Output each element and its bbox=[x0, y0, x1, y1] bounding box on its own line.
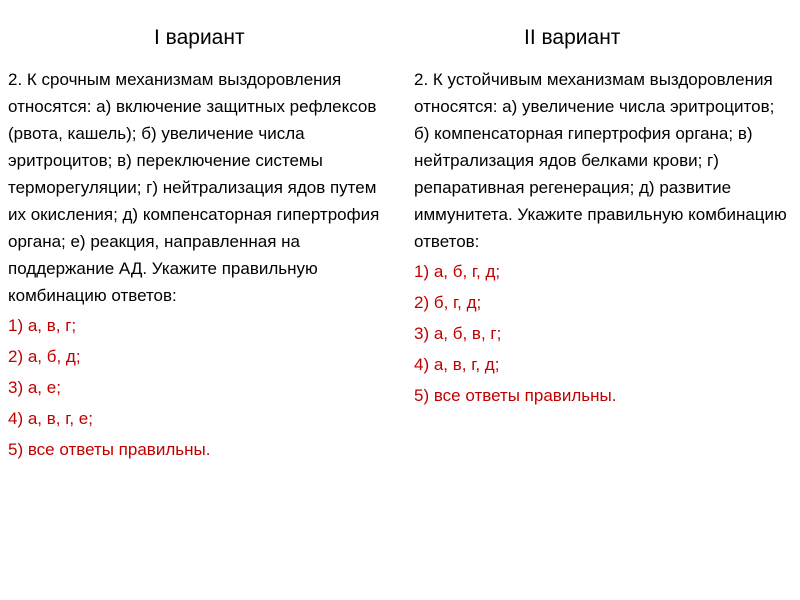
variant-2-body bbox=[414, 66, 794, 413]
variant-2-answer-1: 1) а, б, г, д; bbox=[414, 262, 501, 281]
variant-1-heading: I вариант bbox=[154, 26, 245, 49]
variant-2-answer-3: 3) а, б, в, г; bbox=[414, 324, 502, 343]
variant-1-answer-list bbox=[8, 312, 398, 463]
variant-2-answer-5: 5) все ответы правильны. bbox=[414, 386, 617, 405]
variant-1-answer-4: 4) а, в, г, е; bbox=[8, 409, 93, 428]
variant-1-answer-5: 5) все ответы правильны. bbox=[8, 440, 211, 459]
variant-2-heading: II вариант bbox=[524, 26, 621, 49]
variant-1-answer-2: 2) а, б, д; bbox=[8, 347, 81, 366]
variant-1-answer-3: 3) а, е; bbox=[8, 378, 61, 397]
variant-2-answer-2: 2) б, г, д; bbox=[414, 293, 482, 312]
variant-2-answer-list bbox=[414, 258, 794, 409]
variant-2-question: 2. К устойчивым механизмам выздоровления относятся: а) увеличение числа эритроцитов; б) компенсаторная гипертрофия органа; в) нейтрализация ядов белками крови; г) репаративная регенерация; д) развитие иммунитета. Укажите правильную комбинацию ответов: bbox=[414, 70, 787, 251]
variant-1-question: 2. К срочным механизмам выздоровления относятся: а) включение защитных рефлексов (рвота, кашель); б) увеличение числа эритроцитов; в) переключение системы терморегуляции; г) нейтрализация ядов путем их окисления; д) компенсаторная гипертрофия органа; е) реакция, направленная на поддержание АД. Укажите правильную комбинацию ответов: bbox=[8, 70, 380, 305]
variant-1-body bbox=[8, 66, 398, 467]
variant-2-answer-4: 4) а, в, г, д; bbox=[414, 355, 500, 374]
variant-1-answer-1: 1) а, в, г; bbox=[8, 316, 77, 335]
